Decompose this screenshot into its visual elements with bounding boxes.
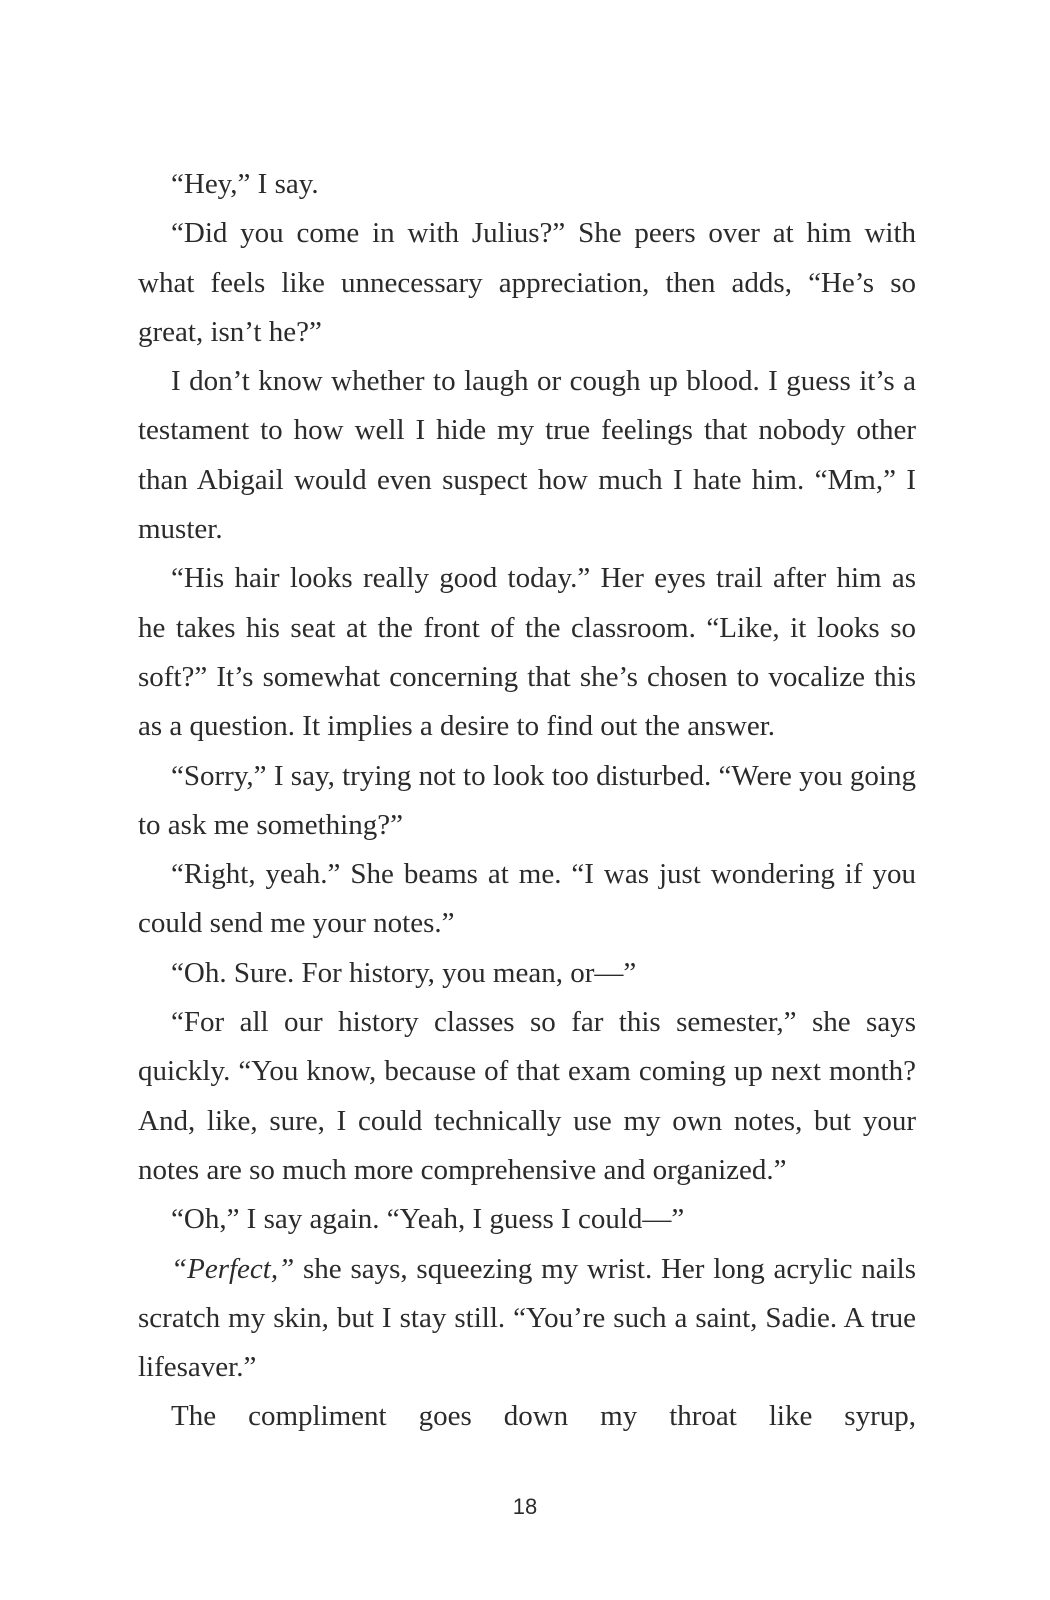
paragraph: I don’t know whether to laugh or cough up blood. I guess it’s a testament to how well I hide my true feelings that nobody other than Abigail would even suspect how much I hate him. “Mm,” I muster. (138, 365, 916, 546)
paragraph: “Hey,” I say. (171, 168, 319, 200)
paragraph (138, 1245, 916, 1393)
paragraph: “For all our history classes so far this semester,” she says quickly. “You know, because of that exam coming up next month? And, like, sure, I could technically use my own notes, but your notes are so much more comprehensive and organized.” (138, 1006, 916, 1186)
paragraph: “Did you come in with Julius?” She peers over at him with what feels like unnecessary appreciation, then adds, “He’s so great, isn’t he?” (138, 217, 916, 348)
body-text (138, 160, 916, 1442)
paragraph-text: she says, squeezing my wrist. Her long acrylic nails scratch my skin, but I stay still. “You’re such a saint, Sadie. A true lifesaver.” (138, 1252, 916, 1384)
page-number: 18 (512, 1494, 538, 1519)
paragraph: “Oh. Sure. For history, you mean, or—” (171, 956, 637, 989)
paragraph: “Sorry,” I say, trying not to look too disturbed. “Were you going to ask me something?” (138, 759, 916, 841)
paragraph: “His hair looks really good today.” Her eyes trail after him as he takes his seat at the front of the classroom. “Like, it looks so soft?” It’s somewhat concerning that she’s chosen to vocalize this as a question. It implies a desire to find out the answer. (138, 562, 916, 743)
paragraph: “Oh,” I say again. “Yeah, I guess I could—” (171, 1203, 685, 1236)
paragraph-continued: The compliment goes down my throat like syrup, (171, 1400, 916, 1433)
emphasized-word: “Perfect,” (171, 1252, 295, 1285)
paragraph: “Right, yeah.” She beams at me. “I was just wondering if you could send me your notes.” (138, 858, 916, 940)
